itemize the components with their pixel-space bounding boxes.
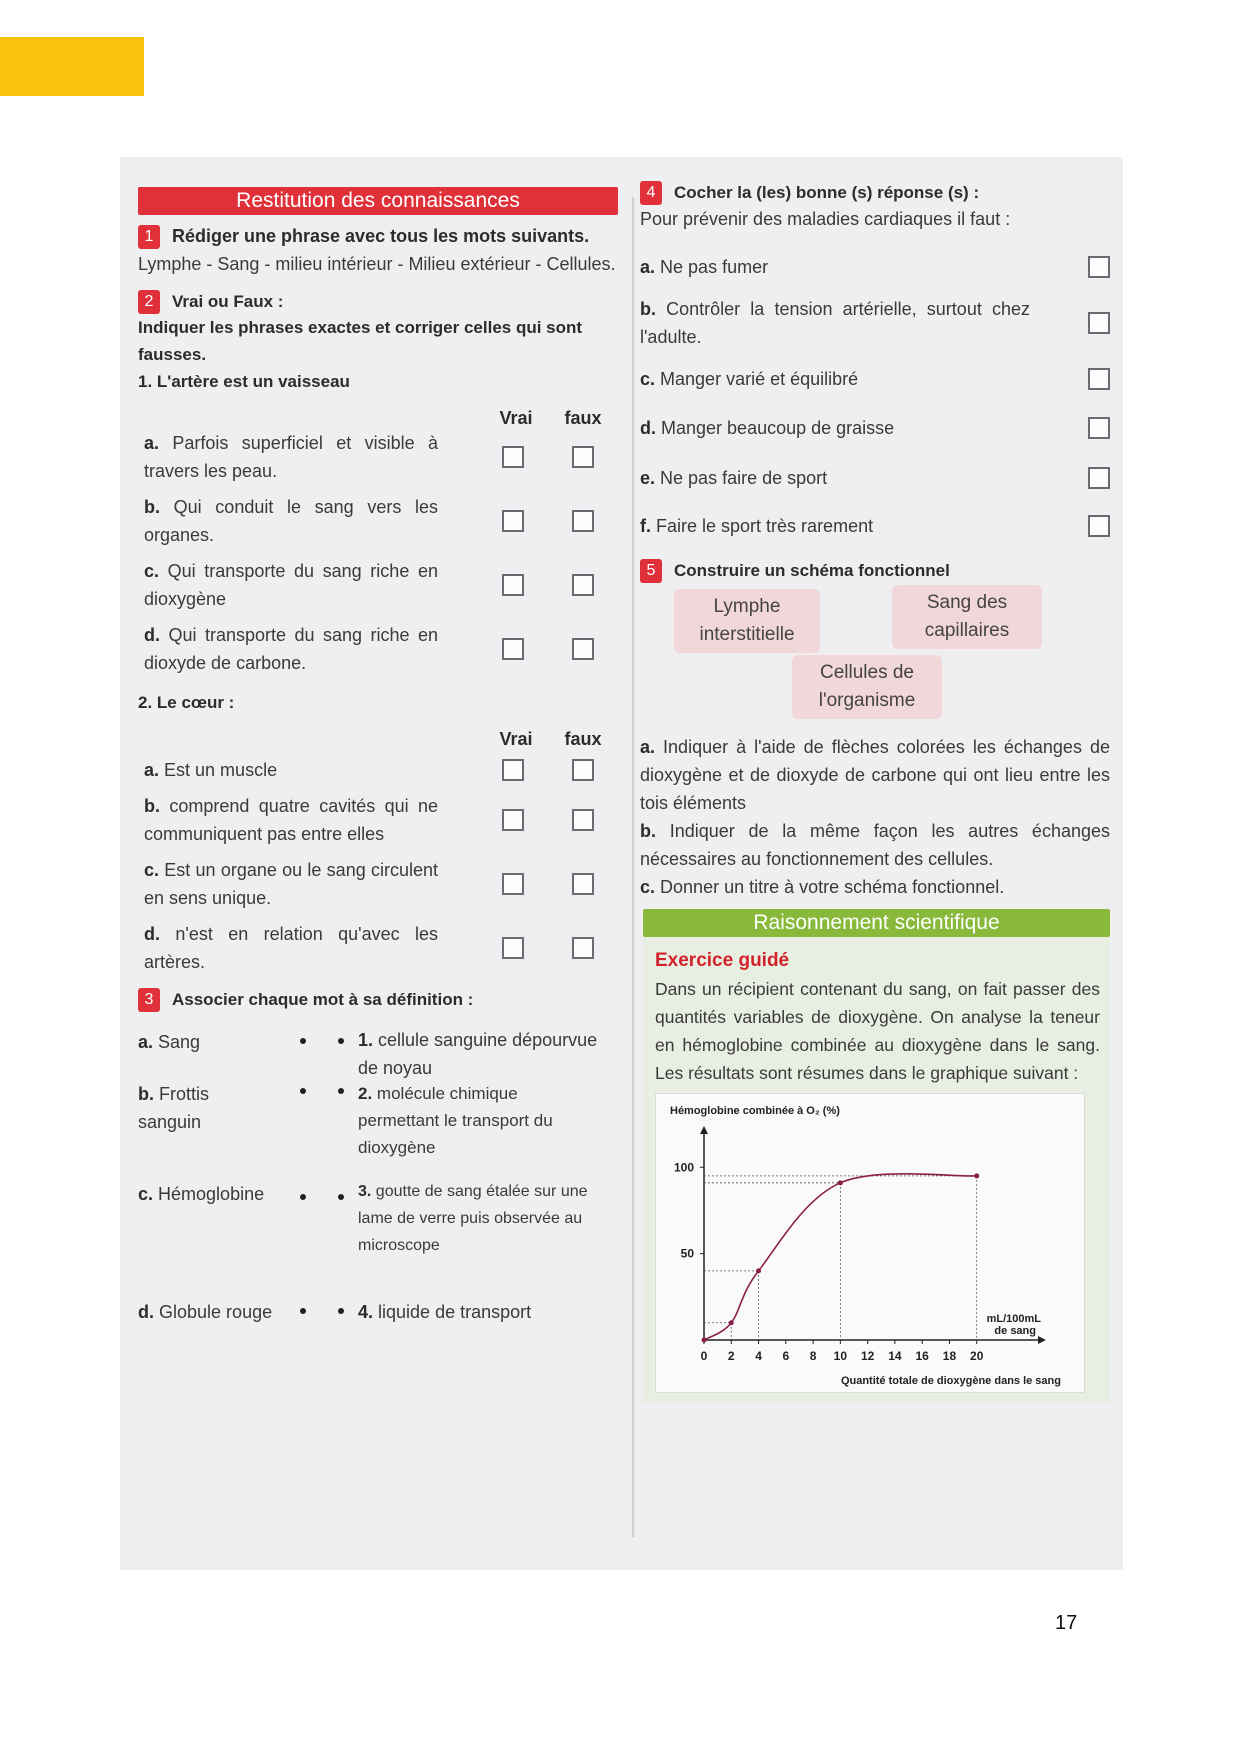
tf-row [138, 792, 618, 848]
item-label: d. [144, 924, 160, 944]
data-point [729, 1320, 734, 1325]
faux-checkbox[interactable] [572, 873, 594, 895]
tf-row [138, 557, 618, 613]
exercise-5-question-c: c. Donner un titre à votre schéma fonctionnel. [640, 877, 1005, 897]
exercise-5-title: Construire un schéma fonctionnel [674, 561, 950, 580]
term-item: c. Hémoglobine [138, 1184, 265, 1204]
faux-checkbox[interactable] [572, 638, 594, 660]
chart-container [655, 1093, 1085, 1393]
item-label: c. [144, 561, 160, 581]
item-label: a. [144, 760, 160, 780]
x-tick-label: 10 [833, 1349, 848, 1363]
definition-dot[interactable] [338, 1088, 344, 1094]
y-tick-label: 100 [673, 1160, 694, 1175]
section-banner-restitution: Restitution des connaissances [138, 187, 618, 215]
x-tick-label: 18 [942, 1349, 957, 1363]
column-divider [632, 197, 634, 1537]
guided-exercise-text: Dans un récipient contenant du sang, on fait passer des quantités variables de dioxygène. On analyse la teneur en hémoglobine combinée au dioxygène dans le sang. Les résultats sont résumes dans le graphique suivant : [655, 979, 1100, 1083]
item-text: Est un muscle [164, 760, 278, 780]
item-label: b. [144, 497, 160, 517]
faux-label: faux [564, 408, 602, 428]
worksheet [120, 157, 1123, 1570]
exercise-2-title: Vrai ou Faux : [172, 292, 284, 311]
x-tick-label: 8 [809, 1349, 817, 1363]
x-unit-label-2: de sang [994, 1325, 1036, 1337]
question-1-title: 1. L'artère est un vaisseau [138, 372, 350, 391]
tf-row [138, 493, 618, 549]
faux-checkbox[interactable] [572, 446, 594, 468]
item-text: Qui transporte du sang riche en dioxygène [144, 561, 438, 609]
definition-dot[interactable] [338, 1308, 344, 1314]
choice-row: d. Manger beaucoup de graisse [640, 403, 1110, 453]
exercise-5-header [640, 559, 1110, 583]
true-false-header [138, 395, 618, 429]
tf-row [138, 621, 618, 677]
chart-title: Hémoglobine combinée à O₂ (%) [670, 1105, 840, 1117]
exercise-number: 2 [138, 290, 160, 314]
x-tick-label: 16 [915, 1349, 929, 1363]
vrai-checkbox[interactable] [502, 574, 524, 596]
faux-checkbox[interactable] [572, 937, 594, 959]
answer-checkbox[interactable] [1088, 312, 1110, 334]
exercise-4-title: Cocher la (les) bonne (s) réponse (s) : [674, 183, 980, 202]
vrai-checkbox[interactable] [502, 446, 524, 468]
faux-checkbox[interactable] [572, 574, 594, 596]
item-text: Qui conduit le sang vers les organes. [144, 497, 438, 545]
guided-exercise-box [643, 937, 1110, 1403]
true-false-header [138, 716, 618, 750]
exercise-1-title: Rédiger une phrase avec tous les mots suivants. [172, 226, 590, 246]
vrai-checkbox[interactable] [502, 638, 524, 660]
answer-checkbox[interactable] [1088, 417, 1110, 439]
x-tick-label: 2 [727, 1349, 735, 1363]
answer-checkbox[interactable] [1088, 256, 1110, 278]
vrai-checkbox[interactable] [502, 937, 524, 959]
tf-row [138, 856, 618, 912]
exercise-5-question-b: b. Indiquer de la même façon les autres échanges nécessaires au fonctionnement des cellules. [640, 821, 1110, 869]
item-label: b. [144, 796, 160, 816]
faux-label: faux [564, 729, 602, 749]
exercise-number: 1 [138, 225, 160, 249]
choice-row: c. Manger varié et équilibré [640, 355, 1110, 403]
exercise-number: 4 [640, 181, 662, 205]
guided-exercise-title: Exercice guidé [655, 950, 790, 971]
x-tick-label: 12 [860, 1349, 875, 1363]
vrai-checkbox[interactable] [502, 510, 524, 532]
item-text: Parfois superficiel et visible à travers les peau. [144, 433, 438, 481]
item-label: a. [144, 433, 160, 453]
choice-row: e. Ne pas faire de sport [640, 453, 1110, 503]
answer-checkbox[interactable] [1088, 467, 1110, 489]
tf-row [138, 756, 618, 784]
exercise-4-header [640, 181, 1110, 205]
term-dot[interactable] [300, 1308, 306, 1314]
question-2-title: 2. Le cœur : [138, 693, 235, 712]
choice-row: b. Contrôler la tension artérielle, surtout chez l'adulte. [640, 291, 1110, 355]
matching-exercise [138, 1018, 618, 1338]
faux-checkbox[interactable] [572, 759, 594, 781]
yellow-tab [0, 37, 144, 96]
functional-schema [640, 583, 1110, 733]
definition-item: 1. cellule sanguine dépourvue de noyau [358, 1030, 598, 1078]
vrai-checkbox[interactable] [502, 809, 524, 831]
term-item: b. Frottis sanguin [138, 1084, 210, 1132]
item-label: d. [144, 625, 160, 645]
item-text: Est un organe ou le sang circulent en sens unique. [144, 860, 438, 908]
x-tick-label: 4 [755, 1349, 762, 1363]
section-banner-reasoning: Raisonnement scientifique [643, 909, 1110, 937]
exercise-5-question-a: a. Indiquer à l'aide de flèches colorées les échanges de dioxygène et de dioxyde de carbone qui ont lieu entre les tois éléments [640, 737, 1110, 813]
x-tick-label: 14 [888, 1349, 902, 1363]
vrai-checkbox[interactable] [502, 873, 524, 895]
definition-item: 4. liquide de transport [358, 1302, 532, 1322]
tf-row [138, 920, 618, 976]
vrai-checkbox[interactable] [502, 759, 524, 781]
exercise-2-instruction: Indiquer les phrases exactes et corriger celles qui sont fausses. [138, 318, 583, 364]
y-axis-arrow [700, 1126, 708, 1134]
vrai-label: Vrai [499, 408, 533, 428]
x-unit-label: mL/100mL [986, 1313, 1041, 1325]
faux-checkbox[interactable] [572, 510, 594, 532]
exercise-1-words: Lymphe - Sang - milieu intérieur - Milieu extérieur - Cellules. [138, 254, 616, 274]
data-point [702, 1338, 707, 1343]
left-column [138, 187, 618, 1338]
term-item: d. Globule rouge [138, 1302, 273, 1322]
term-dot[interactable] [300, 1038, 306, 1044]
definition-item: 3. goutte de sang étalée sur une lame de verre puis observée au microscope [358, 1183, 588, 1254]
answer-checkbox[interactable] [1088, 515, 1110, 537]
bubble-lymphe: Lymphe interstitielle [674, 589, 820, 653]
exercise-number: 5 [640, 559, 662, 583]
x-axis-arrow [1038, 1336, 1046, 1344]
exercise-3-title: Associer chaque mot à sa définition : [172, 990, 474, 1009]
y-tick-label: 50 [680, 1246, 694, 1261]
x-tick-label: 20 [970, 1349, 984, 1363]
exercise-4-intro: Pour prévenir des maladies cardiaques il faut : [640, 209, 1011, 229]
data-point [974, 1173, 979, 1178]
data-point [838, 1180, 843, 1185]
item-text: Qui transporte du sang riche en dioxyde de carbone. [144, 625, 438, 673]
right-column [640, 177, 1110, 1403]
answer-checkbox[interactable] [1088, 368, 1110, 390]
item-text: n'est en relation qu'avec les artères. [144, 924, 438, 972]
choice-row: a. Ne pas fumer [640, 243, 1110, 291]
exercise-3-header [138, 988, 618, 1012]
definition-dot[interactable] [338, 1194, 344, 1200]
term-dot[interactable] [300, 1088, 306, 1094]
exercise-number: 3 [138, 988, 160, 1012]
faux-checkbox[interactable] [572, 809, 594, 831]
definition-item: 2. molécule chimique permettant le transport du dioxygène [358, 1084, 553, 1157]
x-axis-label: Quantité totale de dioxygène dans le sang [840, 1375, 1061, 1387]
tf-row [138, 429, 618, 485]
bubble-sang: Sang des capillaires [892, 585, 1042, 649]
item-label: c. [144, 860, 160, 880]
term-item: a. Sang [138, 1032, 201, 1052]
hemoglobin-chart [656, 1094, 1086, 1394]
data-point [756, 1268, 761, 1273]
choice-row: f. Faire le sport très rarement [640, 503, 1110, 549]
item-text: comprend quatre cavités qui ne communiquent pas entre elles [144, 796, 438, 844]
exercise-2-header [138, 290, 618, 314]
bubble-cellules: Cellules de l'organisme [792, 655, 942, 719]
x-tick-label: 0 [700, 1349, 708, 1363]
vrai-label: Vrai [499, 729, 533, 749]
term-dot[interactable] [300, 1194, 306, 1200]
definition-dot[interactable] [338, 1038, 344, 1044]
page-number: 17 [1055, 1612, 1078, 1634]
x-tick-label: 6 [782, 1349, 790, 1363]
choice-list [640, 243, 1110, 549]
